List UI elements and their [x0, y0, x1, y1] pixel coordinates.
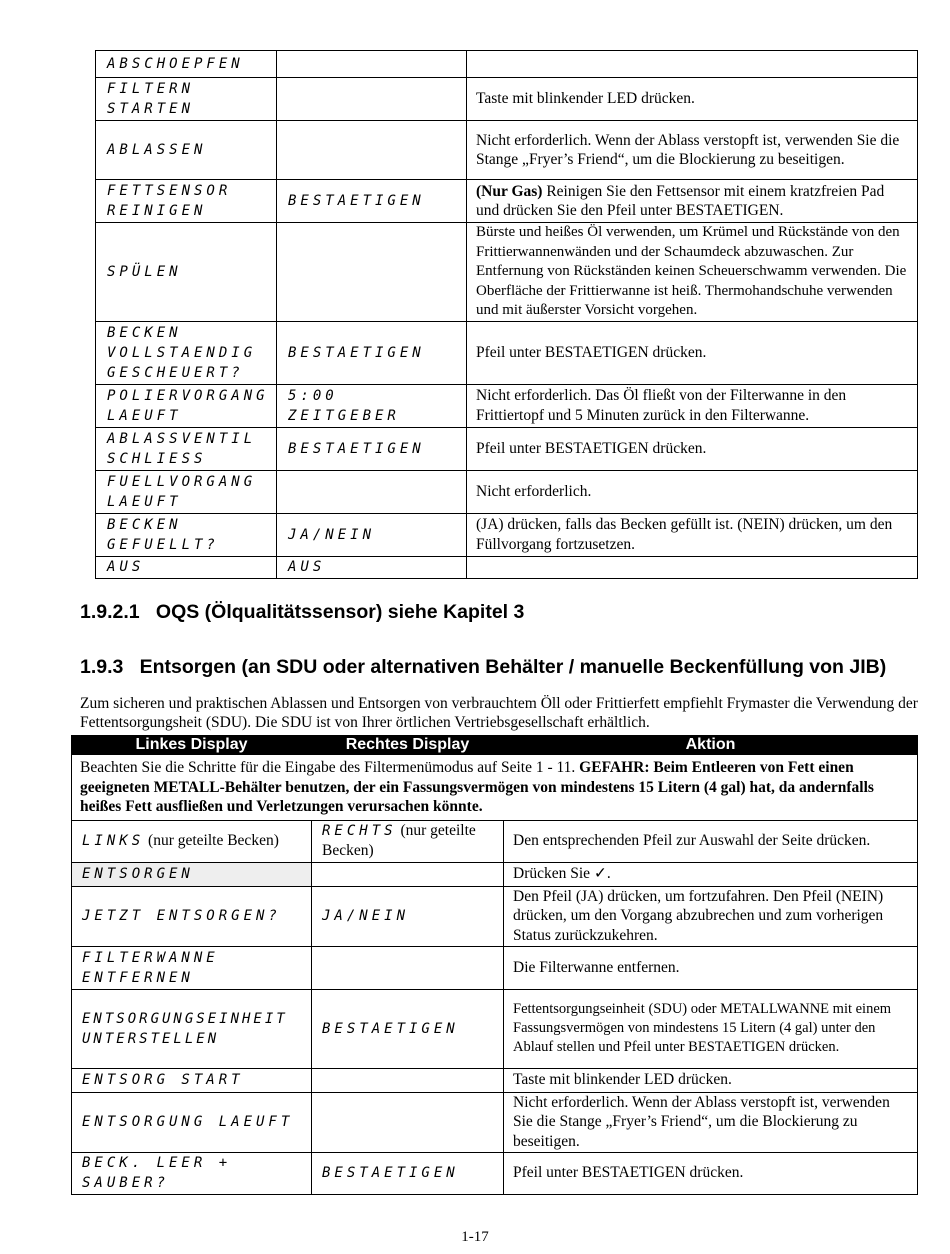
- action-text: Reinigen Sie den Fettsensor mit einem kratzfreien Pad und drücken Sie den Pfeil unter BESTAETIGEN.: [476, 182, 885, 219]
- action-cell: Nicht erforderlich. Wenn der Ablass verstopft ist, verwenden Sie die Stange „Fryer’s Friend“, um die Blockierung zu beseitigen.: [467, 121, 918, 180]
- left-display-cell: ENTSORGUNGSEINHEIT UNTERSTELLEN: [72, 989, 312, 1068]
- danger-warning: GEFAHR: Beim Entleeren von Fett einen geeigneten METALL-Behälter benutzen, der ein Fassungsvermögen von mindestens 15 Litern (4 gal) hat, da andernfalls heißes Fett ausfließen und Verletzungen verursachen könnte.: [80, 759, 874, 815]
- section-number: 1.9.3: [80, 656, 124, 678]
- action-cell: Pfeil unter BESTAETIGEN drücken.: [504, 1152, 918, 1194]
- table-header-row: [72, 736, 918, 755]
- table-row: [72, 886, 918, 946]
- left-display-cell: ENTSORG START: [72, 1068, 312, 1092]
- action-cell: [467, 556, 918, 578]
- action-cell: Drücken Sie ✓.: [504, 862, 918, 886]
- action-cell: Bürste und heißes Öl verwenden, um Krümel und Rückstände von den Frittierwannenwänden und der Schaumdeck abzuwaschen. Zur Entfernung von Rückständen keinen Scheuerschwamm verwenden. Die Oberfläche der Frittierwanne ist heiß. Thermohandschuhe verwenden und mit äußerster Vorsicht vorgehen.: [467, 223, 918, 322]
- table-row: [96, 384, 918, 427]
- table-row: [96, 180, 918, 223]
- left-display-cell: FUELLVORGANG LAEUFT: [96, 470, 277, 513]
- action-cell: Taste mit blinkender LED drücken.: [504, 1068, 918, 1092]
- action-cell: Die Filterwanne entfernen.: [504, 946, 918, 989]
- left-display-cell: ABLASSVENTIL SCHLIESS: [96, 427, 277, 470]
- action-cell: [467, 180, 918, 223]
- right-display-cell: [312, 1092, 504, 1152]
- column-header-left-display: Linkes Display: [72, 736, 312, 755]
- left-display-cell: FETTSENSOR REINIGEN: [96, 180, 277, 223]
- table-row: [96, 223, 918, 322]
- section-title: OQS (Ölqualitätssensor) siehe Kapitel 3: [155, 601, 525, 623]
- right-display-cell: BESTAETIGEN: [277, 180, 467, 223]
- right-display-cell: BESTAETIGEN: [277, 427, 467, 470]
- display-text: LINKS: [82, 833, 145, 849]
- display-note: (nur geteilte Becken): [322, 822, 476, 860]
- table-row: [72, 946, 918, 989]
- right-display-cell: [277, 51, 467, 78]
- section-heading-1-9-3: [80, 656, 886, 679]
- warning-row: [72, 755, 918, 821]
- right-display-cell: BESTAETIGEN: [312, 1152, 504, 1194]
- right-display-cell: AUS: [277, 556, 467, 578]
- right-display-cell: BESTAETIGEN: [277, 321, 467, 384]
- note-text: Beachten Sie die Schritte für die Eingabe des Filtermenümodus auf Seite 1 - 11.: [80, 759, 580, 776]
- table-row: [96, 321, 918, 384]
- table-row: [72, 820, 918, 862]
- table-row: [72, 862, 918, 886]
- action-cell: Taste mit blinkender LED drücken.: [467, 78, 918, 121]
- action-cell: Den entsprechenden Pfeil zur Auswahl der Seite drücken.: [504, 820, 918, 862]
- table-row: [72, 989, 918, 1068]
- left-display-cell: ENTSORGEN: [72, 862, 312, 886]
- right-display-cell: [312, 820, 504, 862]
- display-note: (nur geteilte Becken): [144, 832, 279, 849]
- right-display-cell: JA/NEIN: [277, 513, 467, 556]
- section-number: 1.9.2.1: [80, 601, 140, 623]
- left-display-cell: POLIERVORGANG LAEUFT: [96, 384, 277, 427]
- left-display-cell: BECKEN GEFUELLT?: [96, 513, 277, 556]
- table-row: [72, 1092, 918, 1152]
- table-row: [96, 51, 918, 78]
- table-row: [96, 513, 918, 556]
- left-display-cell: ABSCHOEPFEN: [96, 51, 277, 78]
- column-header-action: Aktion: [504, 736, 918, 755]
- left-display-cell: FILTERWANNE ENTFERNEN: [72, 946, 312, 989]
- action-cell: (JA) drücken, falls das Becken gefüllt ist. (NEIN) drücken, um den Füllvorgang fortzusetzen.: [467, 513, 918, 556]
- table-row: [96, 427, 918, 470]
- gas-only-label: (Nur Gas): [476, 182, 543, 200]
- right-display-cell: BESTAETIGEN: [312, 989, 504, 1068]
- left-display-cell: BECK. LEER + SAUBER?: [72, 1152, 312, 1194]
- filter-steps-table: [95, 50, 918, 579]
- right-display-cell: [312, 862, 504, 886]
- left-display-cell: AUS: [96, 556, 277, 578]
- left-display-cell: ABLASSEN: [96, 121, 277, 180]
- warning-note: [72, 755, 918, 821]
- section-title: Entsorgen (an SDU oder alternativen Behälter / manuelle Beckenfüllung von JIB): [139, 656, 887, 678]
- table-row: [96, 121, 918, 180]
- action-cell: Nicht erforderlich. Das Öl fließt von der Filterwanne in den Frittiertopf und 5 Minuten zurück in den Filterwanne.: [467, 384, 918, 427]
- right-display-cell: [277, 223, 467, 322]
- action-cell: Pfeil unter BESTAETIGEN drücken.: [467, 427, 918, 470]
- disposal-steps-table: [71, 735, 918, 1195]
- left-display-cell: [72, 820, 312, 862]
- right-display-cell: [277, 121, 467, 180]
- action-cell: Nicht erforderlich. Wenn der Ablass verstopft ist, verwenden Sie die Stange „Fryer’s Friend“, um die Blockierung zu beseitigen.: [504, 1092, 918, 1152]
- left-display-cell: ENTSORGUNG LAEUFT: [72, 1092, 312, 1152]
- action-cell: Den Pfeil (JA) drücken, um fortzufahren. Den Pfeil (NEIN) drücken, um den Vorgang abzubrechen und zum vorherigen Status zurückzukehren.: [504, 886, 918, 946]
- column-header-right-display: Rechtes Display: [312, 736, 504, 755]
- table-row: [72, 1152, 918, 1194]
- action-cell: [467, 51, 918, 78]
- right-display-cell: [277, 470, 467, 513]
- right-display-cell: 5:00 ZEITGEBER: [277, 384, 467, 427]
- right-display-cell: JA/NEIN: [312, 886, 504, 946]
- right-display-cell: [312, 946, 504, 989]
- table-row: [96, 556, 918, 578]
- left-display-cell: FILTERN STARTEN: [96, 78, 277, 121]
- action-cell: Fettentsorgungseinheit (SDU) oder METALLWANNE mit einem Fassungsvermögen von mindestens 15 Litern (4 gal) unter den Ablauf stellen und Pfeil unter BESTAETIGEN drücken.: [504, 989, 918, 1068]
- section-heading-1-9-2-1: [80, 601, 524, 624]
- action-cell: Pfeil unter BESTAETIGEN drücken.: [467, 321, 918, 384]
- table-row: [96, 470, 918, 513]
- intro-paragraph: Zum sicheren und praktischen Ablassen und Entsorgen von verbrauchtem Öll oder Frittierfett empfiehlt Frymaster die Verwendung der Fettentsorgungsheit (SDU). Die SDU ist von Ihrer örtlichen Vertriebsgesellschaft erhältlich.: [80, 695, 918, 731]
- left-display-cell: SPÜLEN: [96, 223, 277, 322]
- right-display-cell: [312, 1068, 504, 1092]
- left-display-cell: BECKEN VOLLSTAENDIG GESCHEUERT?: [96, 321, 277, 384]
- table-row: [72, 1068, 918, 1092]
- right-display-cell: [277, 78, 467, 121]
- action-cell: Nicht erforderlich.: [467, 470, 918, 513]
- left-display-cell: JETZT ENTSORGEN?: [72, 886, 312, 946]
- table-row: [96, 78, 918, 121]
- page-number: 1-17: [461, 1229, 489, 1245]
- display-text: RECHTS: [322, 823, 397, 840]
